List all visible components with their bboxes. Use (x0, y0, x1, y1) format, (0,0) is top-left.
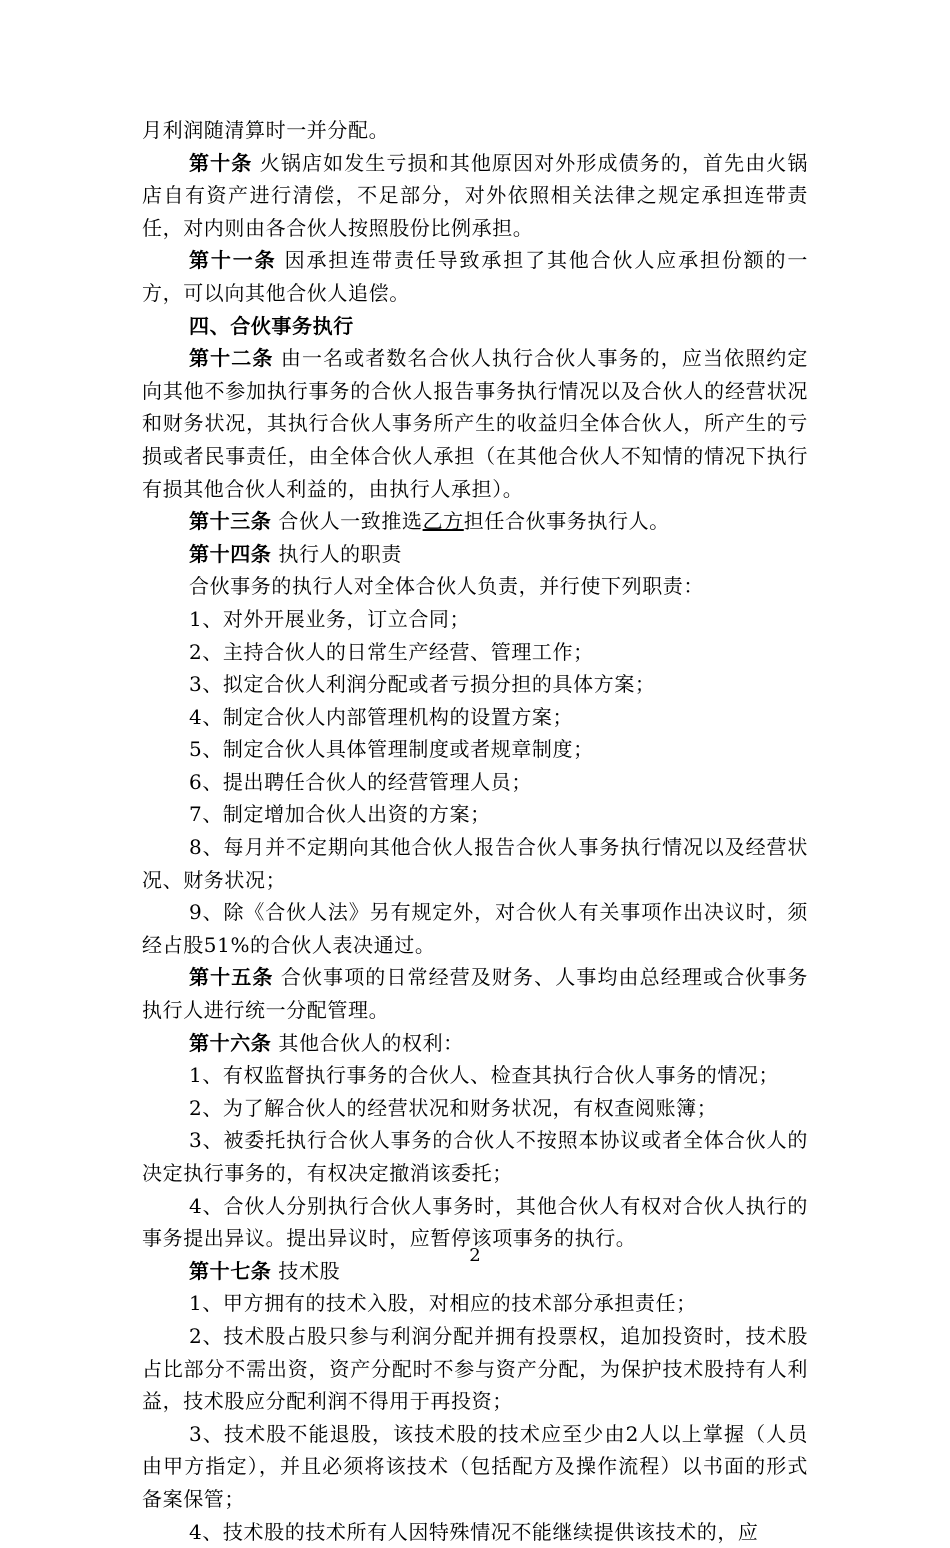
article-number: 第十五条 (189, 965, 274, 990)
underlined-party: 乙方 (422, 509, 464, 534)
paragraph-text: 2、技术股占股只参与利润分配并拥有投票权，追加投资时，技术股占比部分不需出资，资产分配时不参与资产分配，为保护技术股持有人利益，技术股应分配利润不得用于再投资； (142, 1323, 808, 1414)
paragraph (142, 1124, 808, 1189)
paragraph (142, 1320, 808, 1418)
paragraph (142, 961, 808, 1026)
paragraph (142, 1092, 808, 1125)
paragraph (142, 1516, 808, 1548)
article-number: 第十二条 (189, 346, 274, 371)
paragraph-text: 1、有权监督执行事务的合伙人、检查其执行合伙人事务的情况； (189, 1063, 780, 1088)
paragraph (142, 1027, 808, 1060)
paragraph (142, 701, 808, 734)
paragraph-text: 1、甲方拥有的技术入股，对相应的技术部分承担责任； (189, 1291, 697, 1316)
paragraph-text: 7、制定增加合伙人出资的方案； (189, 802, 491, 827)
paragraph (142, 505, 808, 538)
article-number: 第十三条 (189, 509, 272, 534)
article-number: 第十条 (189, 150, 253, 175)
paragraph-text: 技术股 (271, 1258, 341, 1283)
paragraph (142, 798, 808, 831)
paragraph (142, 668, 808, 701)
paragraph-text: 合伙人一致推选 (271, 509, 423, 534)
paragraph-text: 3、技术股不能退股，该技术股的技术应至少由2人以上掌握（人员由甲方指定），并且必须将该技术（包括配方及操作流程）以书面的形式备案保管； (142, 1421, 808, 1511)
paragraph-text: 8、每月并不定期向其他合伙人报告合伙人事务执行情况以及经营状况、财务状况； (142, 835, 808, 892)
heading-text: 四、合伙事务执行 (189, 313, 354, 338)
article-number: 第十四条 (189, 541, 272, 566)
page-number: 2 (469, 1245, 481, 1266)
paragraph-text: 合伙事务的执行人对全体合伙人负责，并行使下列职责： (189, 574, 704, 599)
paragraph (142, 1287, 808, 1320)
paragraph-text: 由一名或者数名合伙人执行合伙人事务的，应当依照约定向其他不参加执行事务的合伙人报告事务执行情况以及合伙人的经营状况和财务状况，其执行合伙人事务所产生的收益归全体合伙人，所产生的亏损或者民事责任，由全体合伙人承担（在其他合伙人不知情的情况下执行有损其他合伙人利益的，由执行人承担）。 (142, 346, 808, 501)
paragraph-text: 合伙事项的日常经营及财务、人事均由总经理或合伙事务执行人进行统一分配管理。 (142, 965, 808, 1023)
paragraph-text: 3、拟定合伙人利润分配或者亏损分担的具体方案； (189, 672, 656, 697)
paragraph-text: 火锅店如发生亏损和其他原因对外形成债务的，首先由火锅店自有资产进行清偿，不足部分，对外依照相关法律之规定承担连带责任，对内则由各合伙人按照股份比例承担。 (142, 150, 808, 240)
paragraph (142, 896, 808, 961)
paragraph-text: 因承担连带责任导致承担了其他合伙人应承担份额的一方，可以向其他合伙人追偿。 (142, 248, 808, 305)
paragraph-text: 4、制定合伙人内部管理机构的设置方案； (189, 704, 574, 729)
paragraph-text: 其他合伙人的权利： (271, 1030, 464, 1055)
paragraph (142, 538, 808, 571)
paragraph (142, 244, 808, 309)
paragraph-text: 月利润随清算时一并分配。 (142, 118, 390, 142)
article-number: 第十六条 (189, 1030, 272, 1055)
paragraph-text: 2、为了解合伙人的经营状况和财务状况，有权查阅账簿； (189, 1095, 718, 1120)
paragraph (142, 114, 808, 147)
paragraph-text: 担任合伙事务执行人。 (463, 509, 670, 534)
paragraph (142, 1418, 808, 1516)
paragraph-text: 5、制定合伙人具体管理制度或者规章制度； (189, 737, 594, 762)
paragraph-text: 2、主持合伙人的日常生产经营、管理工作； (189, 639, 594, 664)
paragraph (142, 570, 808, 603)
article-number: 第十一条 (189, 248, 277, 273)
article-number: 第十七条 (189, 1258, 272, 1283)
paragraph (142, 342, 808, 505)
paragraph (142, 636, 808, 669)
paragraph (142, 603, 808, 636)
paragraph (142, 1059, 808, 1092)
paragraph (142, 831, 808, 896)
paragraph-text: 6、提出聘任合伙人的经营管理人员； (189, 769, 532, 794)
paragraph-text: 4、技术股的技术所有人因特殊情况不能继续提供该技术的，应 (189, 1519, 759, 1544)
paragraph-text: 3、被委托执行合伙人事务的合伙人不按照本协议或者全体合伙人的决定执行事务的，有权决定撤消该委托； (142, 1128, 808, 1185)
document-body (142, 114, 808, 1548)
paragraph-text: 1、对外开展业务，订立合同； (189, 606, 471, 631)
paragraph-text: 9、除《合伙人法》另有规定外，对合伙人有关事项作出决议时，须经占股51%的合伙人表决通过。 (142, 900, 808, 957)
paragraph (142, 766, 808, 799)
paragraph-text: 4、合伙人分别执行合伙人事务时，其他合伙人有权对合伙人执行的事务提出异议。提出异议时，应暂停该项事务的执行。 (142, 1193, 808, 1251)
paragraph-text: 执行人的职责 (271, 541, 402, 566)
paragraph (142, 733, 808, 766)
paragraph (142, 147, 808, 245)
section-heading (142, 310, 808, 343)
